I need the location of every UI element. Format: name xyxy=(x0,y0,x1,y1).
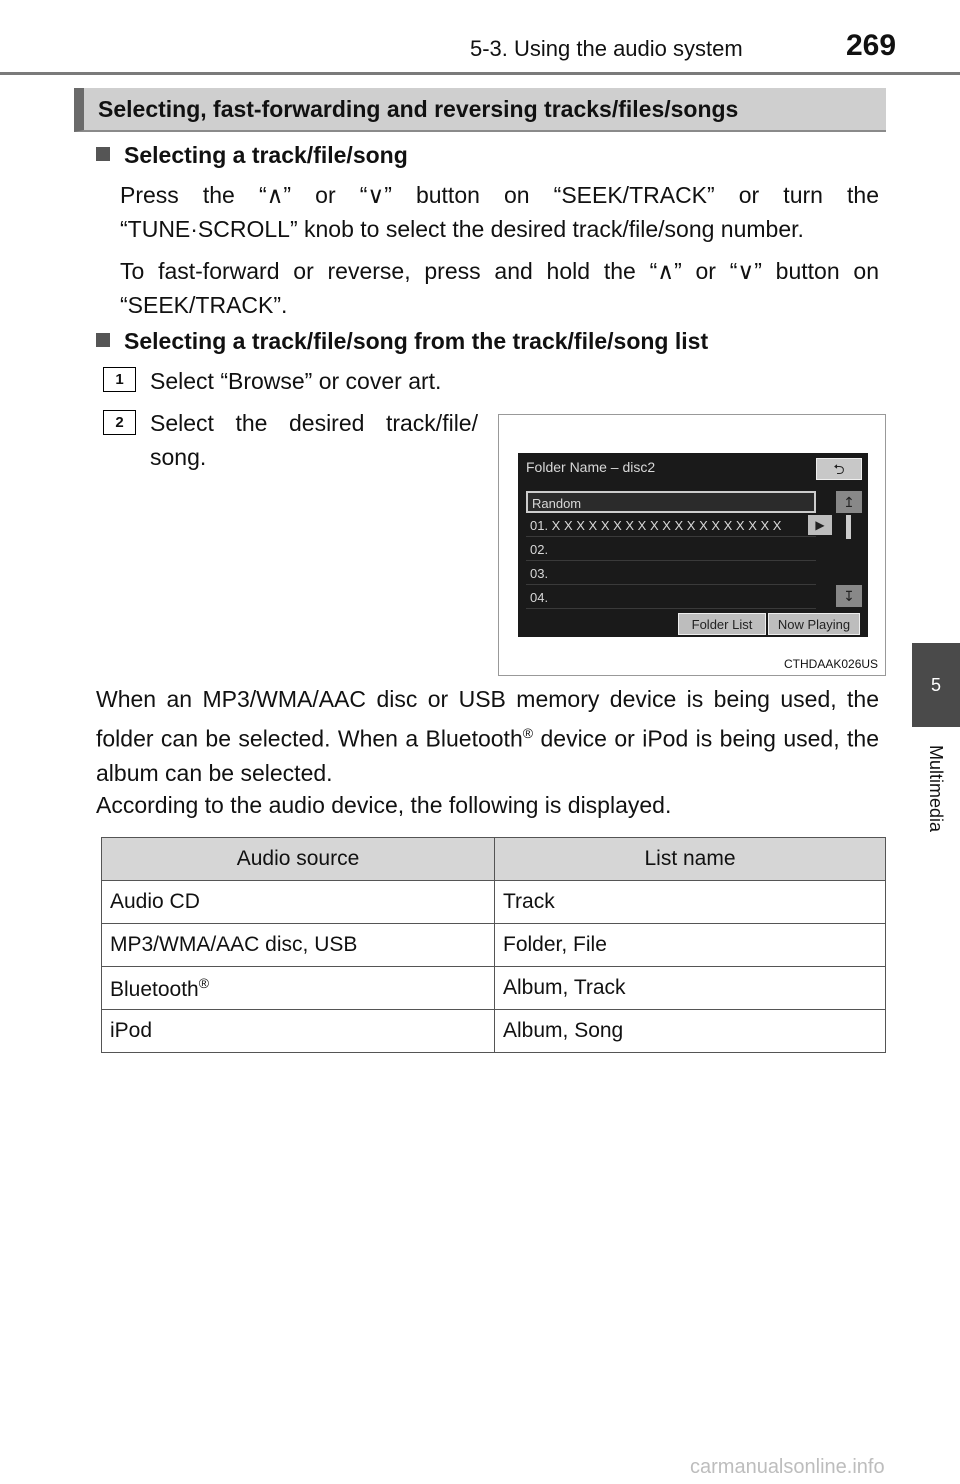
table-cell: Album, Track xyxy=(495,967,886,1010)
scroll-down-icon: ↧ xyxy=(836,585,862,607)
square-bullet-icon xyxy=(96,333,110,347)
cell-text: Bluetooth xyxy=(110,977,199,1001)
return-arrow-icon: ⮌ xyxy=(816,458,862,480)
table-cell: Album, Song xyxy=(495,1010,886,1053)
chapter-tab-label: Multimedia xyxy=(926,745,946,833)
image-code: CTHDAAK026US xyxy=(784,657,879,671)
registered-mark: ® xyxy=(522,725,534,741)
header-rule xyxy=(0,72,960,75)
paragraph-fast-forward: To fast-forward or reverse, press and hold the “∧” or “∨” button on “SEEK/TRACK”. xyxy=(120,258,879,318)
paragraph-display-intro: According to the audio device, the following is displayed. xyxy=(96,792,672,818)
scroll-up-icon: ↥ xyxy=(836,491,862,513)
subheading-text: Selecting a track/file/song xyxy=(124,142,408,168)
text-part: device or iPod is being used, the album can be selected. xyxy=(96,725,879,786)
table-header-row xyxy=(102,838,886,881)
page-number: 269 xyxy=(846,29,897,62)
watermark: carmanualsonline.info xyxy=(690,1456,885,1478)
table-cell: Audio CD xyxy=(102,881,495,924)
list-item: 01. X X X X X X X X X X X X X X X X X X X xyxy=(526,515,816,537)
audio-list-screenshot xyxy=(518,453,868,637)
section-heading-text: Selecting, fast-forwarding and reversing tracks/files/songs xyxy=(98,96,739,122)
play-icon: ▶ xyxy=(808,515,832,535)
table-row xyxy=(102,967,886,1010)
list-item: 04. xyxy=(526,587,816,609)
column-header: Audio source xyxy=(102,838,495,881)
table-cell xyxy=(102,967,495,1010)
subheading-select-track xyxy=(96,142,408,169)
audio-source-table xyxy=(101,837,886,1053)
list-item: 03. xyxy=(526,563,816,585)
text-part: When an MP3/WMA/AAC disc or USB memory device is being used, the folder can be selected. When a Bluetooth xyxy=(96,686,879,752)
step-number-badge: 2 xyxy=(103,410,136,435)
step-text: Select the desired track/file/ song. xyxy=(150,410,478,470)
table-row xyxy=(102,924,886,967)
table-cell: MP3/WMA/AAC disc, USB xyxy=(102,924,495,967)
list-item: 02. xyxy=(526,539,816,561)
table-cell: iPod xyxy=(102,1010,495,1053)
column-header: List name xyxy=(495,838,886,881)
square-bullet-icon xyxy=(96,147,110,161)
folder-list-button: Folder List xyxy=(678,613,766,635)
paragraph-folder-album xyxy=(96,682,879,790)
registered-mark: ® xyxy=(198,974,210,991)
section-heading xyxy=(74,88,886,132)
now-playing-button: Now Playing xyxy=(768,613,860,635)
list-item: Random xyxy=(526,491,816,513)
table-row xyxy=(102,1010,886,1053)
screen-title: Folder Name – disc2 xyxy=(526,459,656,475)
subheading-text: Selecting a track/file/song from the track/file/song list xyxy=(124,328,709,354)
paragraph-select-track: Press the “∧” or “∨” button on “SEEK/TRACK” or turn the “TUNE·SCROLL” knob to select the desired track/file/song number. xyxy=(120,182,879,242)
scrollbar xyxy=(846,515,851,539)
table-cell: Folder, File xyxy=(495,924,886,967)
step-text: Select “Browse” or cover art. xyxy=(150,368,442,394)
table-row xyxy=(102,881,886,924)
running-header-section: 5-3. Using the audio system xyxy=(470,36,743,61)
subheading-select-from-list xyxy=(96,328,708,355)
step-number-badge: 1 xyxy=(103,367,136,392)
table-cell: Track xyxy=(495,881,886,924)
chapter-tab-number: 5 xyxy=(912,643,960,727)
